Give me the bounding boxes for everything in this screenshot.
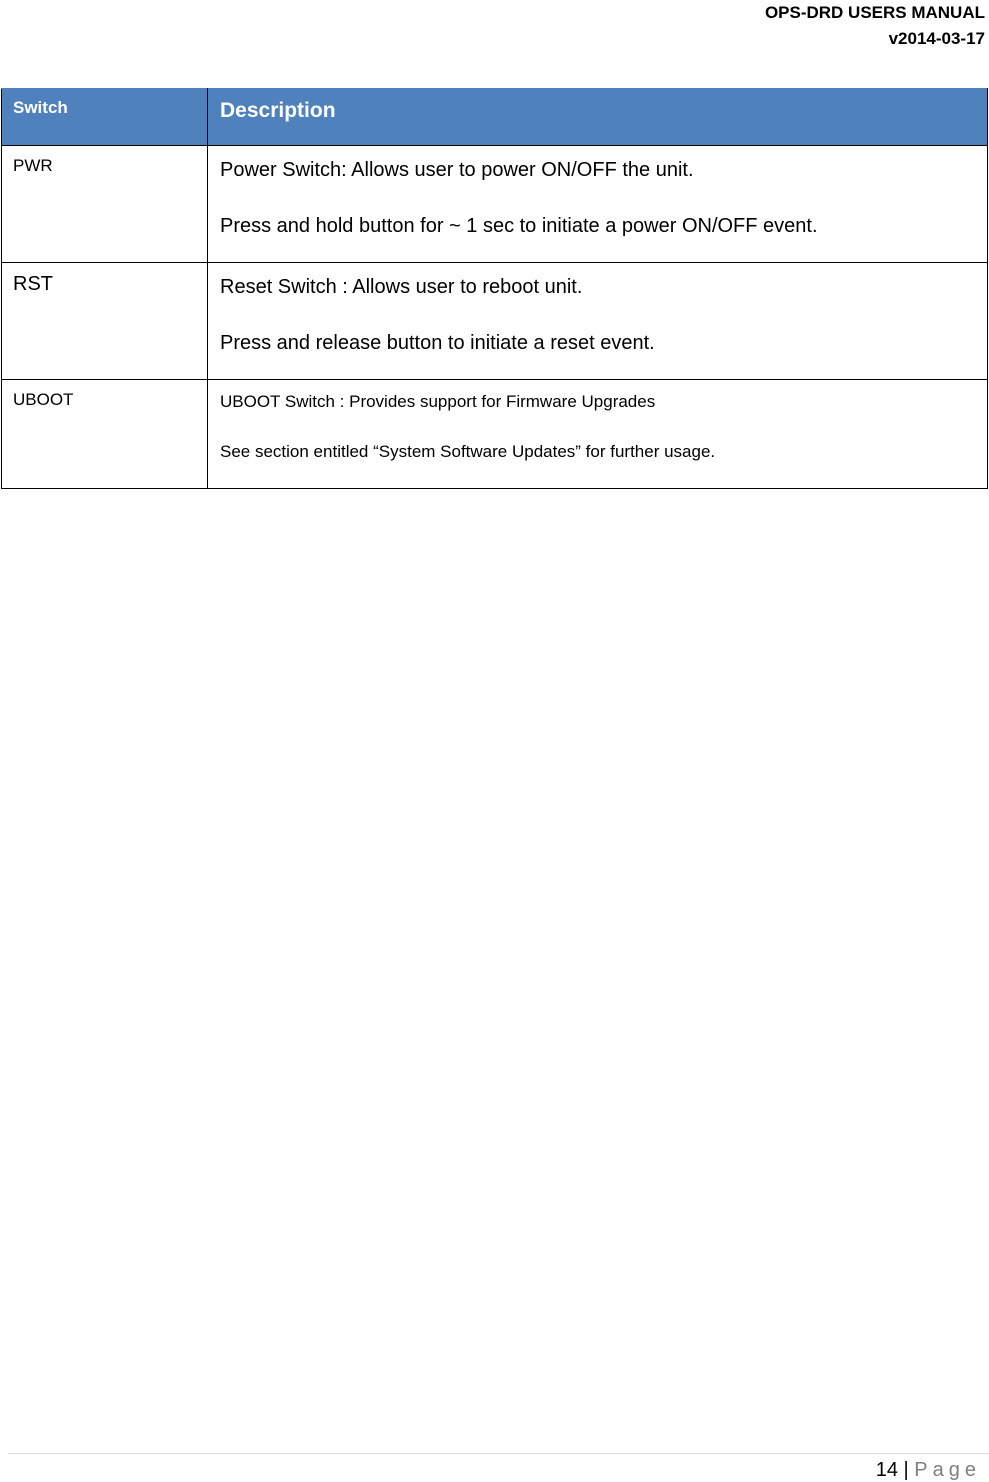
- description-line: See section entitled “System Software Updates” for further usage.: [220, 442, 716, 461]
- page-label: Page: [914, 1459, 981, 1481]
- switch-name: PWR: [13, 156, 53, 175]
- description-line: Power Switch: Allows user to power ON/OFF the unit.: [220, 159, 694, 181]
- page-number: 14: [875, 1459, 898, 1481]
- table-header-row: [2, 89, 988, 146]
- switch-cell: [2, 380, 208, 489]
- description-line: Reset Switch : Allows user to reboot unit.: [220, 276, 583, 298]
- table-row: [2, 146, 988, 263]
- column-header-switch: Switch: [2, 89, 208, 146]
- switch-cell: [2, 146, 208, 263]
- description-line: Press and release button to initiate a reset event.: [220, 332, 655, 354]
- description-cell: [208, 263, 988, 380]
- description-line: UBOOT Switch : Provides support for Firmware Upgrades: [220, 392, 656, 411]
- manual-version: v2014-03-17: [888, 29, 985, 48]
- manual-title: OPS-DRD USERS MANUAL: [764, 3, 985, 22]
- column-header-description: Description: [208, 89, 988, 146]
- table-row: [2, 380, 988, 489]
- description-line: Press and hold button for ~ 1 sec to initiate a power ON/OFF event.: [220, 215, 818, 237]
- table-row: [2, 263, 988, 380]
- switch-name: RST: [13, 273, 53, 295]
- switch-name: UBOOT: [13, 390, 74, 409]
- description-cell: [208, 146, 988, 263]
- page-header: [765, 0, 985, 52]
- footer-separator: |: [903, 1459, 909, 1481]
- description-cell: [208, 380, 988, 489]
- switch-table: [1, 88, 988, 489]
- footer-divider: [8, 1453, 989, 1454]
- page-footer: [876, 1458, 981, 1482]
- switch-cell: [2, 263, 208, 380]
